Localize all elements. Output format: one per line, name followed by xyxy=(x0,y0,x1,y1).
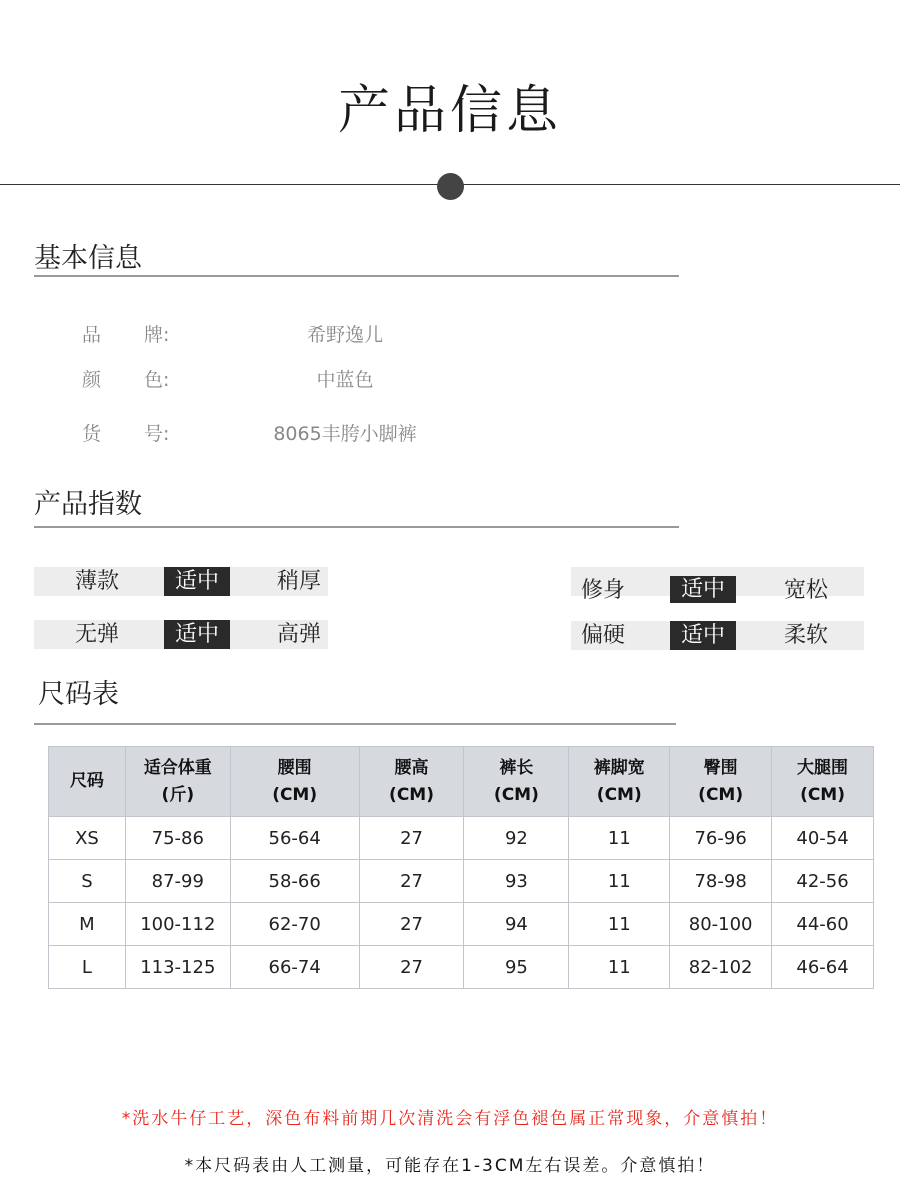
column-header: 腰围 (CM) xyxy=(230,747,359,817)
table-row xyxy=(49,817,874,860)
table-cell: 95 xyxy=(464,946,569,989)
scale-option: 适中 xyxy=(164,620,230,649)
table-cell: 92 xyxy=(464,817,569,860)
size-chart-rule xyxy=(34,723,676,725)
table-cell: 94 xyxy=(464,903,569,946)
info-row-sku xyxy=(0,419,900,449)
table-cell: 11 xyxy=(569,860,670,903)
fit-scale xyxy=(571,567,864,603)
table-cell: 75-86 xyxy=(125,817,230,860)
softness-scale xyxy=(571,621,864,650)
table-cell: 62-70 xyxy=(230,903,359,946)
table-cell: 82-102 xyxy=(670,946,772,989)
table-cell: 113-125 xyxy=(125,946,230,989)
table-cell: 56-64 xyxy=(230,817,359,860)
scale-option: 薄款 xyxy=(74,569,119,594)
column-header: 腰高 (CM) xyxy=(359,747,464,817)
table-row xyxy=(49,946,874,989)
info-value-sku: 8065丰胯小脚裤 xyxy=(273,423,417,445)
table-cell: 11 xyxy=(569,817,670,860)
table-cell: 42-56 xyxy=(772,860,874,903)
table-cell: 87-99 xyxy=(125,860,230,903)
scale-option: 适中 xyxy=(164,567,230,596)
scale-option: 宽松 xyxy=(783,578,828,603)
table-cell: L xyxy=(49,946,126,989)
info-key: 牌: xyxy=(144,324,170,346)
divider-dot xyxy=(437,173,464,200)
elasticity-scale xyxy=(34,620,328,649)
table-row xyxy=(49,860,874,903)
table-row xyxy=(49,903,874,946)
basic-info-rule xyxy=(34,275,679,277)
basic-info-heading: 基本信息 xyxy=(34,243,142,274)
scale-option: 稍厚 xyxy=(276,569,321,594)
info-row-brand xyxy=(0,320,900,350)
table-cell: 27 xyxy=(359,903,464,946)
table-cell: 58-66 xyxy=(230,860,359,903)
info-value-brand: 希野逸儿 xyxy=(306,324,383,346)
table-cell: 93 xyxy=(464,860,569,903)
column-header: 大腿围 (CM) xyxy=(772,747,874,817)
column-header: 臀围 (CM) xyxy=(670,747,772,817)
scale-option: 无弹 xyxy=(74,622,119,647)
table-cell: M xyxy=(49,903,126,946)
thickness-scale xyxy=(34,567,328,596)
table-cell: 78-98 xyxy=(670,860,772,903)
table-cell: 76-96 xyxy=(670,817,772,860)
table-cell: 66-74 xyxy=(230,946,359,989)
size-table-header-row xyxy=(49,747,874,817)
scale-option: 适中 xyxy=(670,576,736,603)
scale-option: 适中 xyxy=(670,621,736,650)
product-index-heading: 产品指数 xyxy=(34,489,142,520)
info-key: 号: xyxy=(144,423,170,445)
table-cell: 44-60 xyxy=(772,903,874,946)
measurement-note: *本尺码表由人工测量，可能存在1-3CM左右误差。介意慎拍！ xyxy=(184,1156,716,1176)
column-header: 尺码 xyxy=(49,747,126,817)
table-cell: 46-64 xyxy=(772,946,874,989)
table-cell: 27 xyxy=(359,860,464,903)
table-cell: 11 xyxy=(569,946,670,989)
info-key: 货 xyxy=(82,423,102,445)
table-cell: 27 xyxy=(359,946,464,989)
column-header: 裤长 (CM) xyxy=(464,747,569,817)
info-row-color xyxy=(0,365,900,395)
table-cell: 40-54 xyxy=(772,817,874,860)
table-cell: XS xyxy=(49,817,126,860)
scale-option: 高弹 xyxy=(276,622,321,647)
size-chart-heading: 尺码表 xyxy=(38,679,119,710)
product-index-rule xyxy=(34,526,679,528)
info-key: 色: xyxy=(144,369,170,391)
table-cell: 100-112 xyxy=(125,903,230,946)
column-header: 适合体重 (斤) xyxy=(125,747,230,817)
info-key: 品 xyxy=(82,324,102,346)
table-cell: S xyxy=(49,860,126,903)
info-key: 颜 xyxy=(82,369,102,391)
info-value-color: 中蓝色 xyxy=(316,369,374,391)
wash-warning-note: *洗水牛仔工艺，深色布料前期几次清洗会有浮色褪色属正常现象，介意慎拍！ xyxy=(121,1109,779,1129)
table-cell: 11 xyxy=(569,903,670,946)
scale-option: 柔软 xyxy=(783,623,828,648)
scale-option: 偏硬 xyxy=(580,623,625,648)
column-header: 裤脚宽 (CM) xyxy=(569,747,670,817)
page-title: 产品信息 xyxy=(337,81,562,141)
table-cell: 80-100 xyxy=(670,903,772,946)
scale-option: 修身 xyxy=(580,578,625,603)
table-cell: 27 xyxy=(359,817,464,860)
size-table xyxy=(48,746,874,989)
